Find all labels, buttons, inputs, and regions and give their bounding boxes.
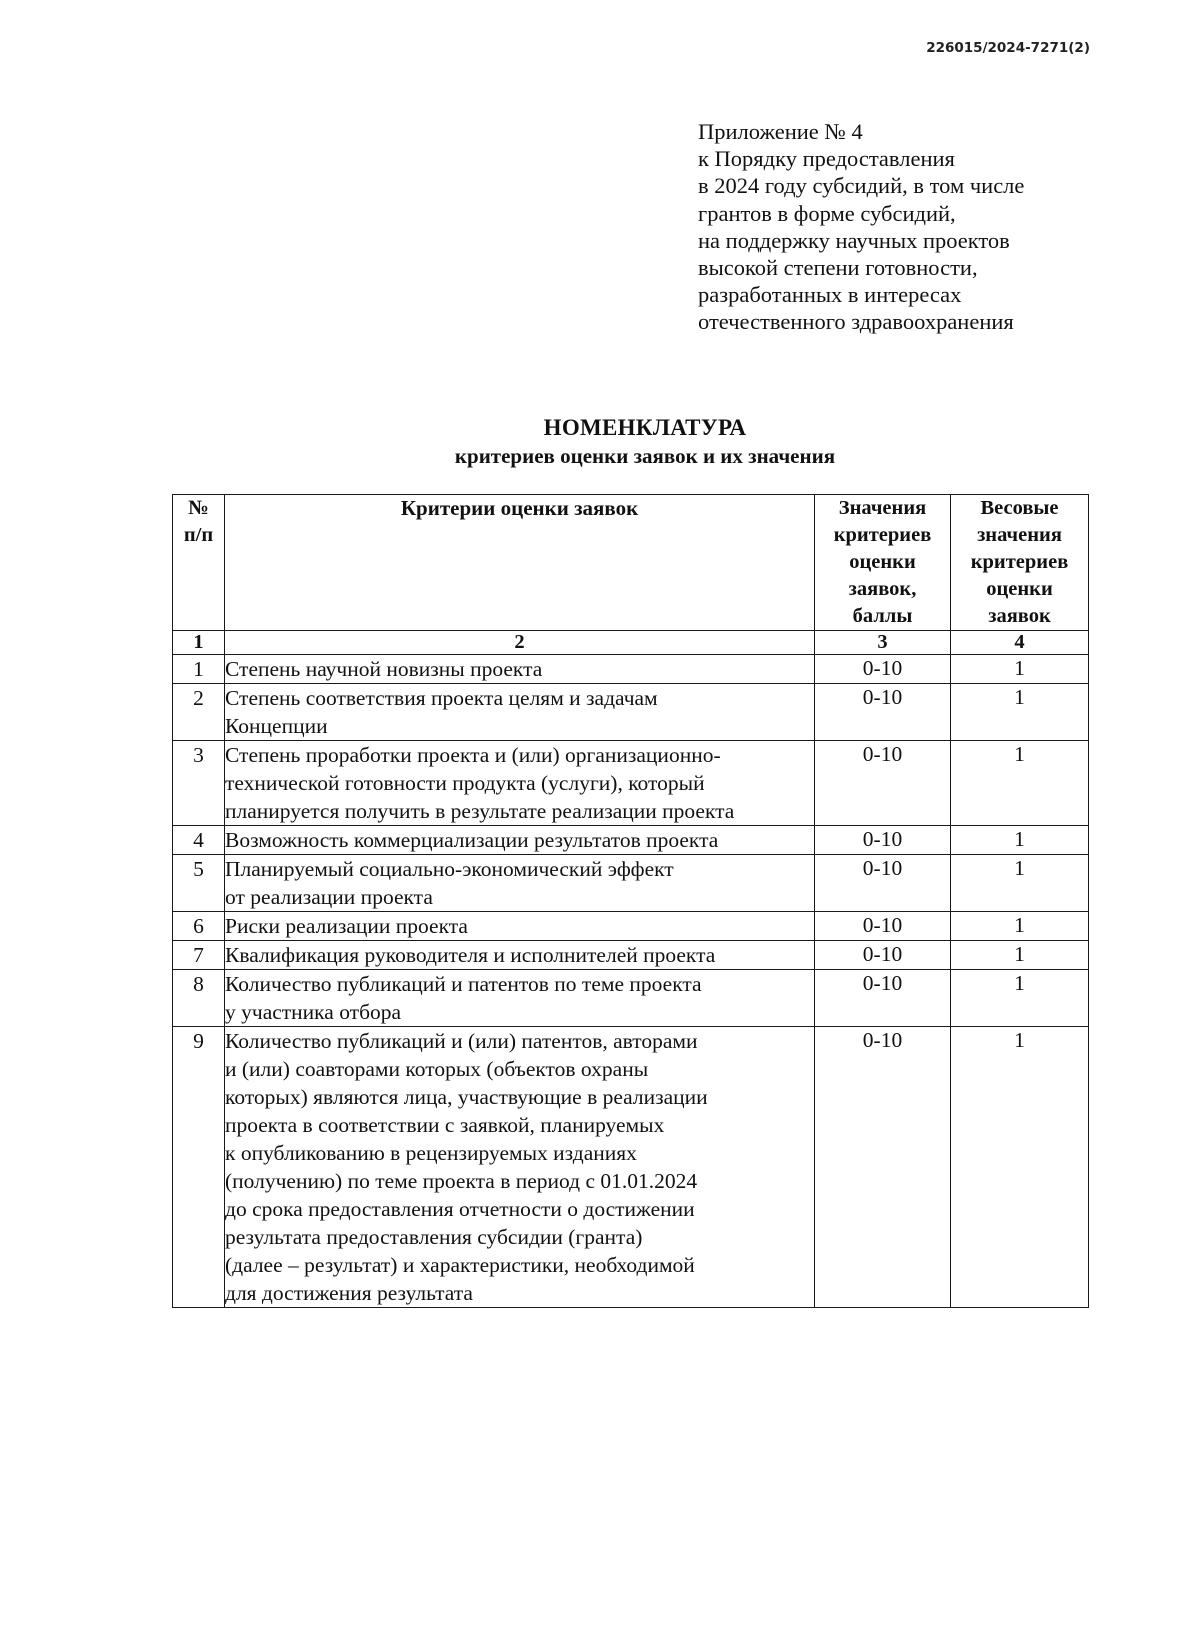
criterion-weight: 1	[951, 912, 1089, 941]
criterion-value: 0-10	[815, 1027, 951, 1308]
criterion-text: Количество публикаций и патентов по теме проекта у участника отбора	[225, 970, 815, 1027]
annex-line: отечественного здравоохранения	[698, 309, 1014, 335]
row-number: 9	[173, 1027, 225, 1308]
criterion-text: Количество публикаций и (или) патентов, авторами и (или) соавторами которых (объектов охраны которых) являются лица, участвующие в реализации проекта в соответствии с заявкой, планируемых к опубликованию в рецензируемых изданиях (получению) по теме проекта в период с 01.01.2024 до срока предоставления отчетности о достижении результата предоставления субсидии (гранта) (далее – результат) и характеристики, необходимой для достижения результата	[225, 1027, 815, 1308]
row-number: 4	[173, 826, 225, 855]
annex-line: разработанных в интересах	[698, 282, 962, 308]
row-number: 1	[173, 655, 225, 684]
annex-line: к Порядку предоставления	[698, 146, 955, 172]
header-criteria: Критерии оценки заявок	[225, 495, 815, 631]
column-number: 1	[173, 631, 225, 655]
row-number: 5	[173, 855, 225, 912]
criterion-text: Квалификация руководителя и исполнителей проекта	[225, 941, 815, 970]
document-id: 226015/2024-7271(2)	[926, 40, 1090, 56]
criterion-value: 0-10	[815, 826, 951, 855]
row-number: 8	[173, 970, 225, 1027]
table-row	[173, 826, 1089, 855]
criterion-weight: 1	[951, 1027, 1089, 1308]
annex-line: в 2024 году субсидий, в том числе	[698, 173, 1025, 199]
annex-line: высокой степени готовности,	[698, 255, 978, 281]
document-subtitle: критериев оценки заявок и их значения	[454, 444, 836, 468]
criterion-text: Возможность коммерциализации результатов проекта	[225, 826, 815, 855]
criterion-value: 0-10	[815, 655, 951, 684]
criterion-text: Планируемый социально-экономический эффект от реализации проекта	[225, 855, 815, 912]
table-row	[173, 855, 1089, 912]
title-block	[0, 414, 1200, 470]
annex-line: на поддержку научных проектов	[698, 227, 1010, 253]
criterion-weight: 1	[951, 684, 1089, 741]
criterion-value: 0-10	[815, 684, 951, 741]
table-row	[173, 941, 1089, 970]
column-number-row	[173, 631, 1089, 655]
header-weights: Весовые значения критериев оценки заявок	[951, 495, 1089, 631]
table-row	[173, 655, 1089, 684]
row-number: 3	[173, 741, 225, 826]
criterion-text: Степень проработки проекта и (или) организационно- технической готовности продукта (услуги), который планируется получить в результате реализации проекта	[225, 741, 815, 826]
document-title: НОМЕНКЛАТУРА	[543, 415, 747, 440]
criterion-weight: 1	[951, 741, 1089, 826]
criterion-value: 0-10	[815, 912, 951, 941]
table-row	[173, 912, 1089, 941]
criterion-value: 0-10	[815, 970, 951, 1027]
row-number: 2	[173, 684, 225, 741]
criterion-weight: 1	[951, 970, 1089, 1027]
criterion-weight: 1	[951, 826, 1089, 855]
table-row	[173, 684, 1089, 741]
criterion-value: 0-10	[815, 941, 951, 970]
criterion-text: Степень научной новизны проекта	[225, 655, 815, 684]
header-row	[173, 495, 1089, 631]
annex-note	[698, 118, 1024, 336]
header-values: Значения критериев оценки заявок, баллы	[815, 495, 951, 631]
row-number: 7	[173, 941, 225, 970]
criterion-weight: 1	[951, 855, 1089, 912]
header-num: № п/п	[173, 495, 225, 631]
column-number: 2	[225, 631, 815, 655]
table-row	[173, 741, 1089, 826]
table-row	[173, 1027, 1089, 1308]
annex-line: грантов в форме субсидий,	[698, 200, 956, 226]
table-row	[173, 970, 1089, 1027]
column-number: 4	[951, 631, 1089, 655]
criterion-value: 0-10	[815, 855, 951, 912]
annex-line: Приложение № 4	[698, 119, 863, 144]
row-number: 6	[173, 912, 225, 941]
criterion-weight: 1	[951, 941, 1089, 970]
criteria-table	[172, 494, 1089, 1308]
criterion-text: Степень соответствия проекта целям и задачам Концепции	[225, 684, 815, 741]
criterion-weight: 1	[951, 655, 1089, 684]
criterion-value: 0-10	[815, 741, 951, 826]
column-number: 3	[815, 631, 951, 655]
criterion-text: Риски реализации проекта	[225, 912, 815, 941]
